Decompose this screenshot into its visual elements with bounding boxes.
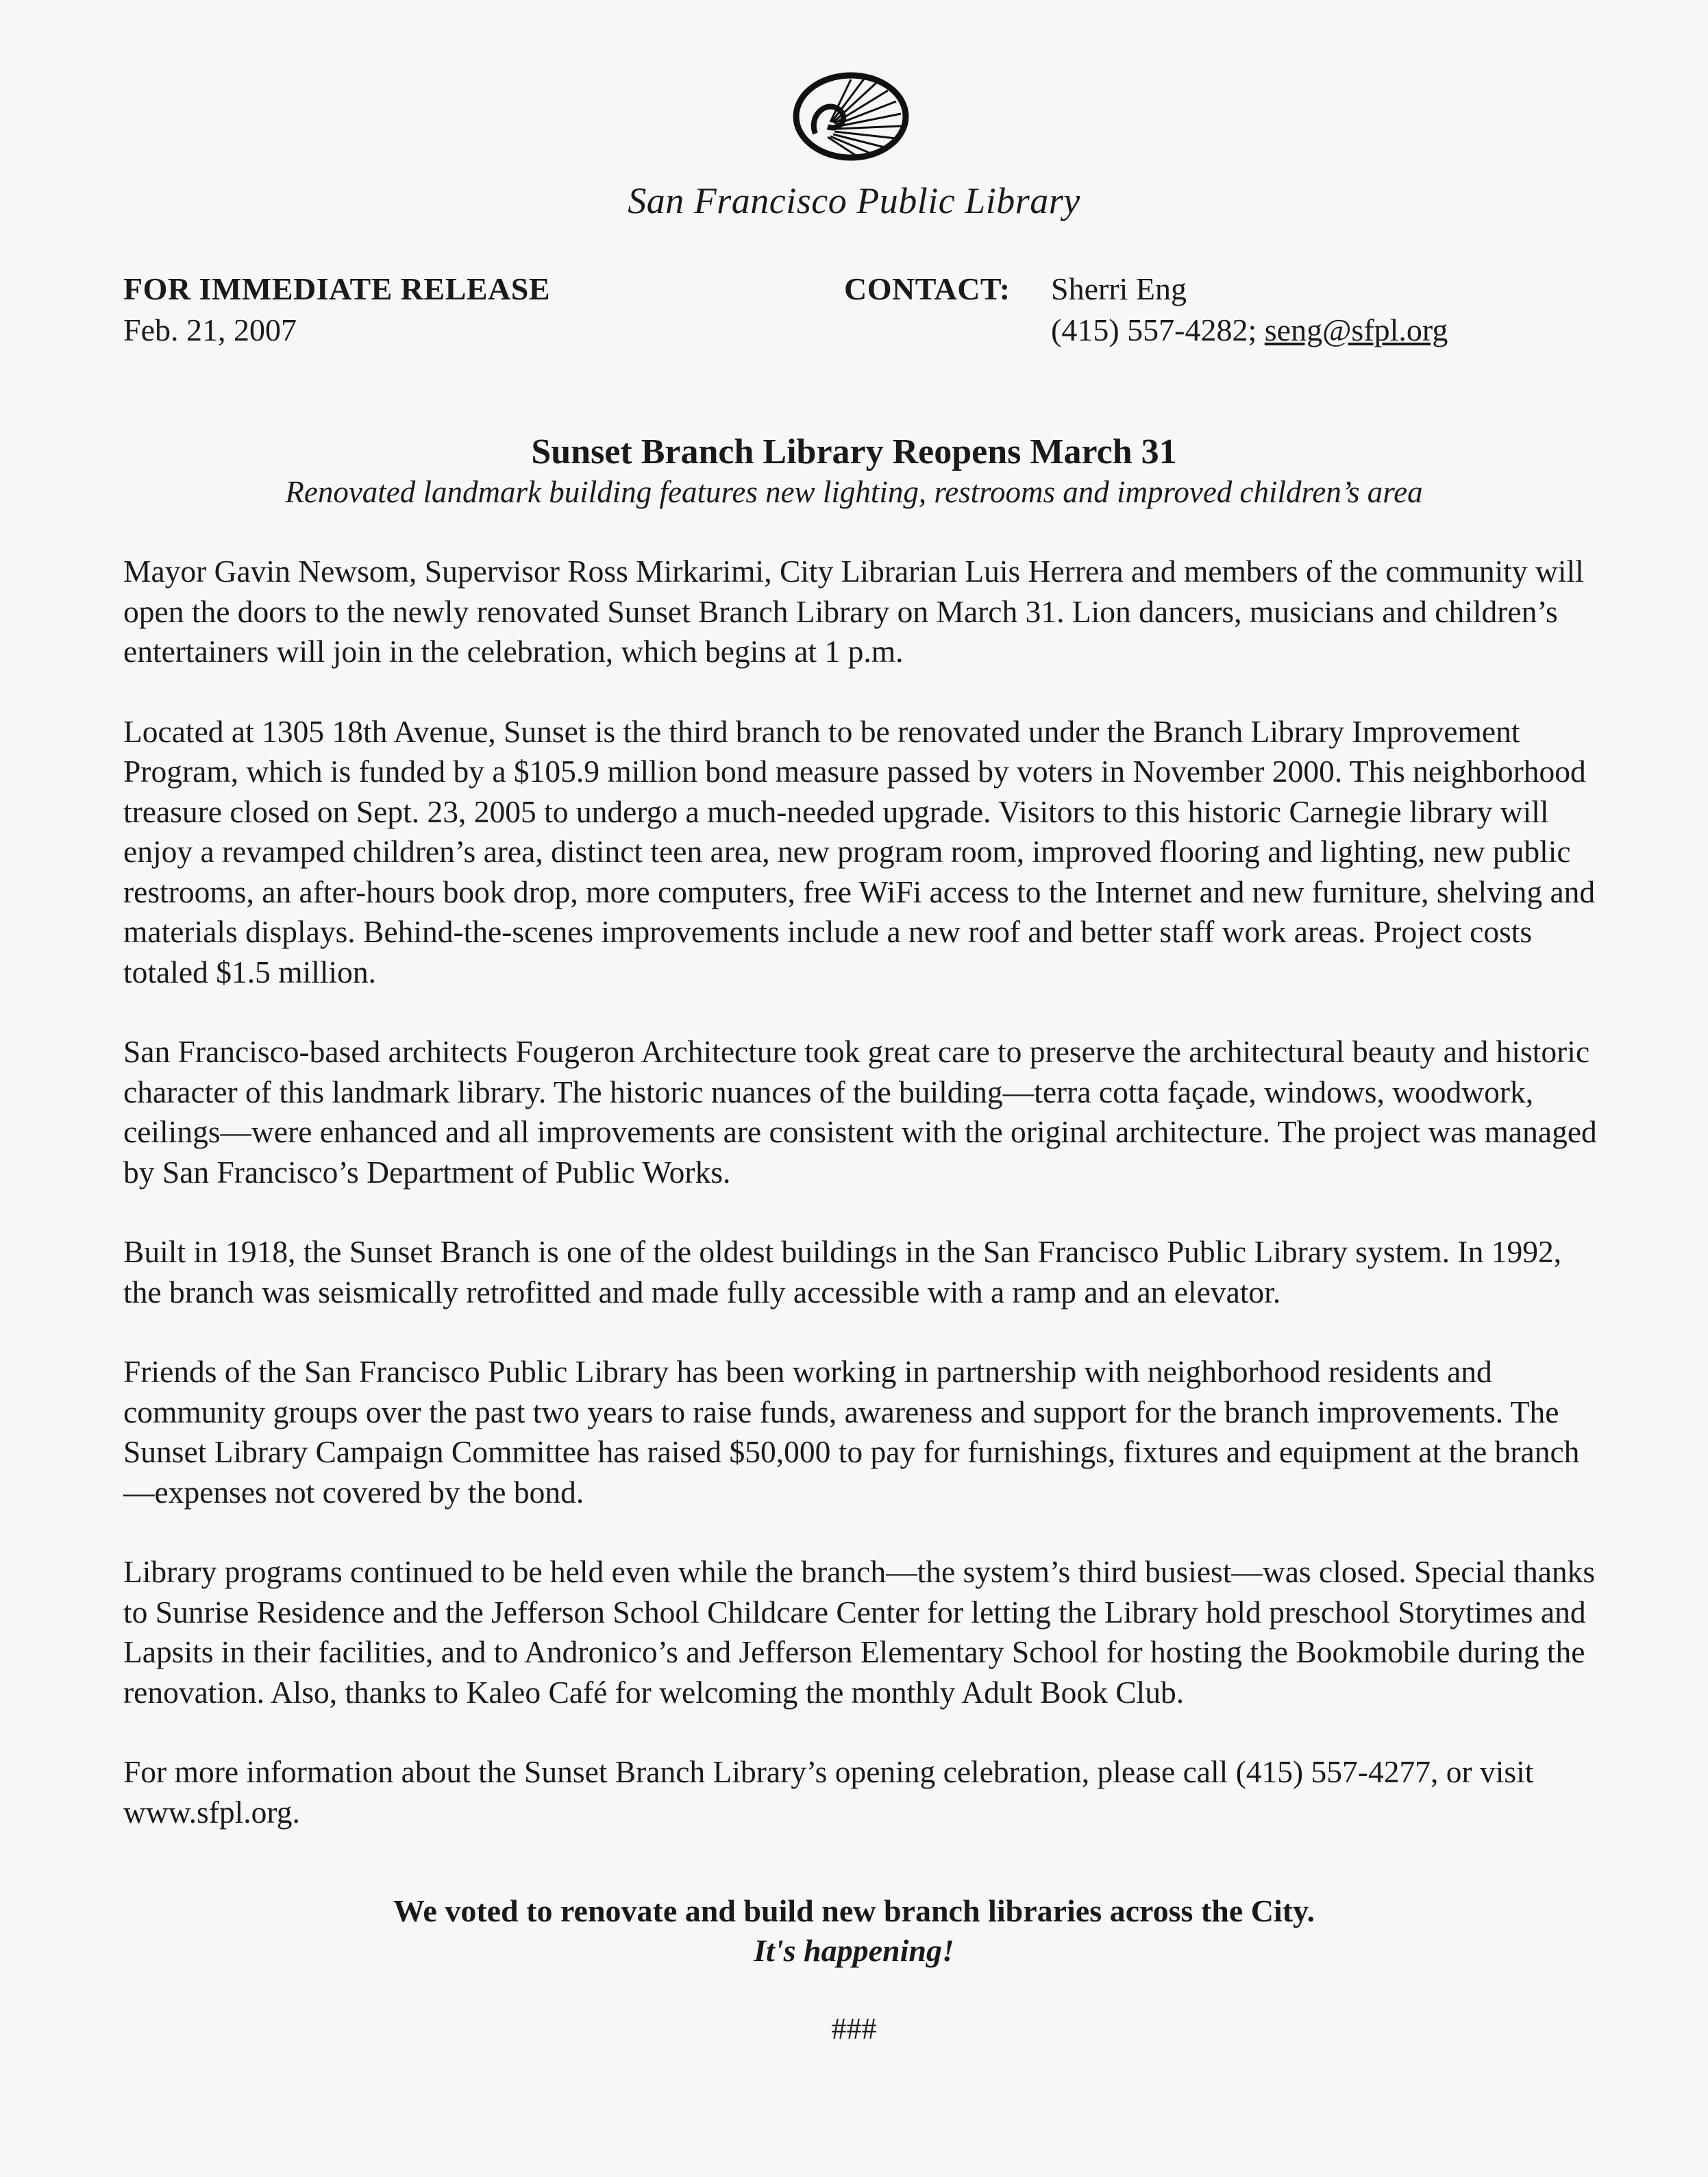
paragraph: Built in 1918, the Sunset Branch is one of the oldest buildings in the San Francisco Public Library system. In 1992, the branch was seismically retrofitted and made fully accessible with a ramp and an elevator. <box>123 1234 1562 1309</box>
paragraph: Located at 1305 18th Avenue, Sunset is the third branch to be renovated under the Branch Library Improvement Program, which is funded by a $105.9 million bond measure passed by voters in November 2000. This neighborhood treasure closed on Sept. 23, 2005 to undergo a much-needed upgrade. Visitors to this historic Carnegie library will enjoy a revamped children’s area, distinct teen area, new program room, improved flooring and lighting, new public restrooms, an after-hours book drop, more computers, free WiFi access to the Internet and new furniture, shelving and materials displays. Behind-the-scenes improvements include a new roof and better staff work areas. Project costs totaled $1.5 million. <box>123 713 1596 989</box>
headline: Sunset Branch Library Reopens March 31 <box>531 432 1177 471</box>
closing-statement <box>0 1891 1708 1971</box>
closing-tagline: It's happening! <box>754 1933 954 1968</box>
closing-line: We voted to renovate and build new branch libraries across the City. <box>393 1893 1315 1928</box>
paragraph: For more information about the Sunset Branch Library’s opening celebration, please call (415) 557-4277, or visit www.sfpl.org. <box>123 1754 1534 1830</box>
release-info <box>123 269 550 351</box>
release-date: Feb. 21, 2007 <box>123 312 297 347</box>
contact-name: Sherri Eng <box>1051 271 1187 306</box>
contact-label: CONTACT: <box>844 271 1011 306</box>
paragraph: Friends of the San Francisco Public Library has been working in partnership with neighborhood residents and community groups over the past two years to raise funds, awareness and support for the branch improvements. The Sunset Library Campaign Committee has raised $50,000 to pay for furnishings, fixtures and equipment at the branch—expenses not covered by the bond. <box>123 1354 1580 1510</box>
contact-phone: (415) 557-4282; <box>1051 312 1265 347</box>
paragraph: Mayor Gavin Newsom, Supervisor Ross Mirkarimi, City Librarian Luis Herrera and members of the community will open the doors to the newly renovated Sunset Branch Library on March 31. Lion dancers, musicians and children’s entertainers will join in the celebration, which begins at 1 p.m. <box>123 554 1584 669</box>
contact-info <box>844 269 1448 351</box>
paragraph: San Francisco-based architects Fougeron Architecture took great care to preserve the architectural beauty and historic character of this landmark library. The historic nuances of the building—terra cotta façade, windows, woodwork, ceilings—were enhanced and all improvements are consistent with the original architecture. The project was managed by San Francisco’s Department of Public Works. <box>123 1034 1597 1190</box>
nautilus-shell-logo-icon <box>788 69 911 164</box>
subheadline: Renovated landmark building features new lighting, restrooms and improved children’s area <box>285 475 1423 509</box>
release-label: FOR IMMEDIATE RELEASE <box>123 271 551 306</box>
contact-details <box>1051 269 1448 351</box>
end-mark: ### <box>831 2012 877 2045</box>
contact-phone-email <box>1051 310 1448 351</box>
organization-name: San Francisco Public Library <box>628 180 1080 221</box>
body-text <box>123 552 1603 1872</box>
contact-email-link[interactable]: seng@sfpl.org <box>1264 312 1448 347</box>
paragraph: Library programs continued to be held even while the branch—the system’s third busiest—was closed. Special thanks to Sunrise Residence and the Jefferson School Childcare Center for letting the Library hold preschool Storytimes and Lapsits in their facilities, and to Andronico’s and Jefferson Elementary School for hosting the Bookmobile during the renovation. Also, thanks to Kaleo Café for welcoming the monthly Adult Book Club. <box>123 1554 1596 1710</box>
